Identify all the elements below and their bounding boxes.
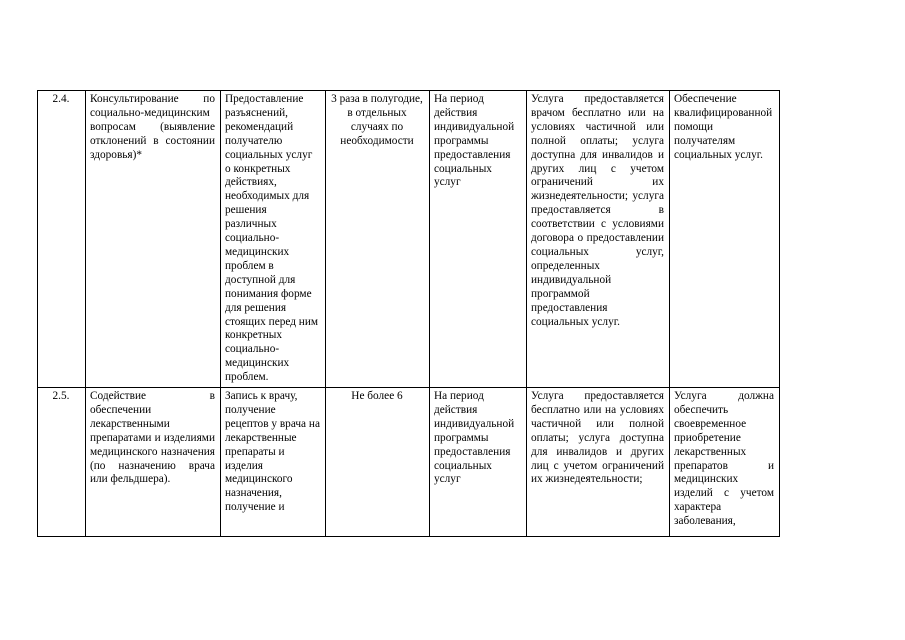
service-name: Содействие в обеспечении лекарственными препаратами и изделиями медицинского назначения (по назначению врача или фельдшера). [86,388,221,537]
service-period: На период действия индивидуальной программы предоставления социальных услуг [430,91,527,388]
service-frequency: Не более 6 [326,388,430,537]
service-description: Предоставление разъяснений, рекомендаций получателю социальных услуг о конкретных действиях, необходимых для решения различных социально-медицинских проблем в доступной для понимания форме для решения стоящих перед ним конкретных социально-медицинских проблем. [221,91,326,388]
services-table [37,90,780,537]
service-frequency: 3 раза в полугодие, в отдельных случаях по необходимости [326,91,430,388]
service-period: На период действия индивидуальной программы предоставления социальных услуг [430,388,527,537]
service-result: Обеспечение квалифицированной помощи получателям социальных услуг. [670,91,780,388]
service-name: Консультирование по социально-медицинским вопросам (выявление отклонений в состоянии здоровья)* [86,91,221,388]
row-number: 2.5. [38,388,86,537]
table-row [38,388,780,537]
service-conditions: Услуга предоставляется врачом бесплатно или на условиях частичной или полной оплаты; услуга доступна для инвалидов и других лиц с учетом ограничений их жизнедеятельности; услуга предоставляется в соответствии с условиями договора о предоставлении социальных услуг, определенных индивидуальной программой предоставления социальных услуг. [527,91,670,388]
row-number: 2.4. [38,91,86,388]
service-conditions: Услуга предоставляется бесплатно или на условиях частичной или полной оплаты; услуга доступна для инвалидов и других лиц с учетом ограничений их жизнедеятельности; [527,388,670,537]
service-result: Услуга должна обеспечить своевременное приобретение лекарственных препаратов и медицинских изделий с учетом характера заболевания, [670,388,780,537]
table-row [38,91,780,388]
service-description: Запись к врачу, получение рецептов у врача на лекарственные препараты и изделия медицинского назначения, получение и [221,388,326,537]
